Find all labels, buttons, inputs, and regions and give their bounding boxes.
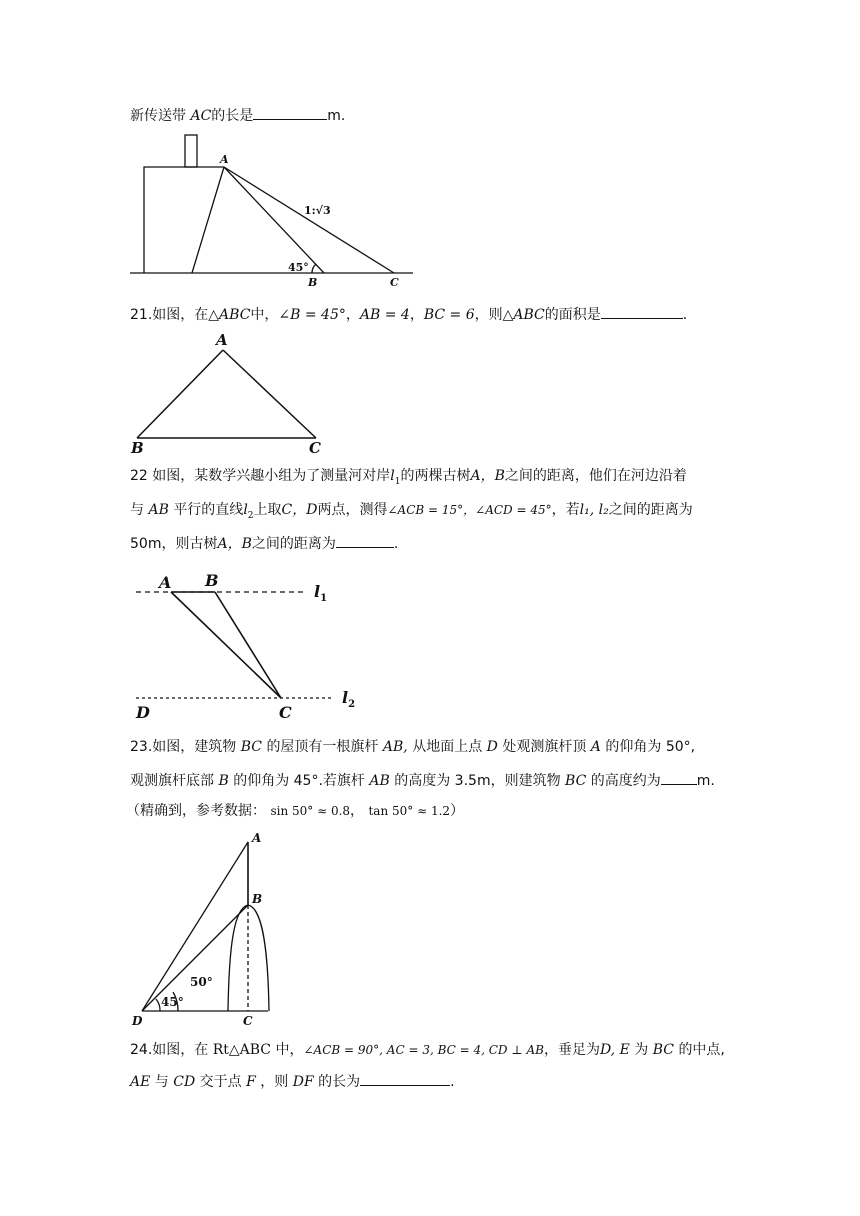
q22-line3 [130,534,398,553]
q23-l2-f: BC [565,773,587,789]
q24-l1-e: ，垂足为 [543,1042,600,1058]
q21-sep2: ， [409,307,424,323]
q22-l1-b: 的两棵古树 [400,468,471,484]
q21-side-ac [223,350,316,438]
q23-l1-b: BC [240,739,262,755]
q23-label-c: C [243,1014,253,1028]
q22-l2-i: l₁, l₂ [579,502,609,518]
q24-l1-i: 的中点, [678,1042,725,1058]
q21-answer-blank[interactable] [601,305,683,319]
q24-l1-a: 24.如图，在 [130,1042,209,1058]
q23-l3-c: ， [350,803,365,819]
q23-l1-a: 23.如图，建筑物 [130,739,237,755]
q22-l1-c: A，B [470,468,505,484]
q23-l1-i: 的仰角为 50°, [605,739,696,755]
q24-line2 [130,1072,455,1091]
q24-l1-h: BC [652,1042,674,1058]
q24-l2-g: DF [292,1074,314,1090]
q21-triangle-2: △ABC [502,307,545,323]
q22-label-b: B [205,571,219,590]
q21-p4: 的面积是 [544,307,601,323]
q23-l1-d: AB, [382,739,408,755]
q23-l2-a: 观测旗杆底部 [130,773,214,789]
q23-l2-c: 的仰角为 45°.若旗杆 [233,773,365,789]
q20-chimney [185,135,197,167]
q23-l3-b: sin 50° ≈ 0.8 [270,804,351,818]
q24-l1-b: Rt△ABC [212,1042,272,1058]
q23-angle-45-label: 45° [161,995,184,1009]
q23-l1-c: 的屋顶有一根旗杆 [266,739,379,755]
q22-l2-e: C，D [281,502,318,518]
q23-l1-e: 从地面上点 [412,739,483,755]
q22-answer-blank[interactable] [336,534,394,548]
q24-l1-f: D, E [599,1042,630,1058]
q21-label-b: B [131,439,144,457]
q24-l2-b: 与 [154,1074,169,1090]
q20-var: AC [190,108,212,124]
q21-p3: ，则 [474,307,503,323]
q23-line2 [130,771,715,790]
q21-text [130,305,687,324]
q23-figure [128,826,288,1032]
q22-label-d: D [136,703,150,722]
q21-sep1: ， [345,307,360,323]
q22-label-l2: $l_2$ [342,688,356,710]
q22-l3-c: 之间的距离为 [251,536,336,552]
q22-l2-d: 上取 [253,502,282,518]
q22-l2-h: ，若 [551,502,580,518]
q23-l3-e: ） [450,803,465,819]
q20-building [144,167,224,273]
q24-l2-h: 的长为 [318,1074,361,1090]
q23-l2-b: B [218,773,229,789]
q23-l2-h: m. [696,773,715,789]
q23-l2-e: 的高度为 3.5m，则建筑物 [394,773,561,789]
q21-figure [128,330,328,458]
q21-bc: BC = 6 [423,307,475,323]
q20-angle-arc [312,264,316,273]
q21-angle-b: ∠B = 45° [278,307,346,323]
q21-ab: AB = 4 [359,307,410,323]
q23-line3 [126,802,464,820]
q22-l3-a: 50m，则古树 [130,536,218,552]
q24-l1-c: 中， [275,1042,304,1058]
q21-label-a: A [216,331,228,349]
q21-label-c: C [309,439,321,457]
q20-prefix: 新传送带 [130,108,186,124]
q23-label-d: D [132,1014,143,1028]
q22-l1-var: l [390,468,395,484]
q22-l2-var: l [243,502,248,518]
q20-old-belt-foot [192,167,224,273]
q23-answer-blank[interactable] [661,771,697,785]
q22-figure [128,565,368,725]
q23-line1 [130,738,695,756]
q23-label-b: B [252,892,263,906]
q21-end: . [682,307,688,323]
q22-l2-c: 平行的直线 [173,502,244,518]
q20-mid: 的长是 [211,108,254,124]
q24-l2-end: . [450,1074,455,1090]
q22-l1-sub: 1 [394,476,401,487]
q22-l2-g: ∠ACB = 15°，∠ACD = 45° [387,503,552,517]
q24-answer-blank[interactable] [360,1072,450,1086]
q22-l2-f: 两点，测得 [317,502,388,518]
q24-l2-a: AE [130,1074,151,1090]
q23-label-a: A [252,831,262,845]
q21-p1: 如图，在 [152,307,209,323]
q22-l2-sub: 2 [247,510,254,521]
q20-label-c: C [390,276,399,289]
q20-label-b: B [308,276,318,289]
q20-answer-blank[interactable] [253,106,327,120]
q24-l2-e: F [246,1074,256,1090]
q22-label-a: A [159,573,172,592]
q22-line1 [130,467,687,491]
q23-l1-f: D [486,739,498,755]
q24-line1 [130,1041,725,1059]
q22-l2-b: AB [148,502,169,518]
q22-l2-a: 与 [130,502,144,518]
q22-label-l1: $l_1$ [314,582,328,604]
q23-l2-g: 的高度约为 [590,773,661,789]
q21-triangle: △ABC [208,307,251,323]
q24-l1-g: 为 [634,1042,649,1058]
q20-text [130,106,345,125]
q23-l1-g: 处观测旗杆顶 [502,739,587,755]
q23-l1-h: A [590,739,601,755]
q23-sightline-db [142,905,248,1011]
q22-l3-end: . [393,536,399,552]
q22-l1-a: 22 如图，某数学兴趣小组为了测量河对岸 [130,468,391,484]
q23-angle-50-label: 50° [190,975,213,989]
q22-l3-b: A，B [217,536,252,552]
q21-p2: 中， [250,307,279,323]
q24-l1-d: ∠ACB = 90°, AC = 3, BC = 4, CD ⊥ AB [303,1043,544,1057]
q22-segment-ac [171,592,281,698]
q24-l2-c: CD [173,1074,196,1090]
q20-suffix: m. [327,108,346,124]
q22-label-c: C [279,703,292,722]
q22-l2-j: 之间的距离为 [608,502,693,518]
q22-line2 [130,501,693,525]
q20-label-a: A [220,153,229,166]
q20-figure [128,130,418,290]
q21-num: 21. [130,307,153,323]
q23-l3-a: （精确到，参考数据： [126,803,266,819]
q24-l2-d: 交于点 [199,1074,242,1090]
q20-slope-label: 1:√3 [304,204,331,217]
q23-angle-arc-45 [156,999,160,1011]
q23-l2-d: AB [369,773,390,789]
q21-side-ab [137,350,223,438]
q24-l2-f: ，则 [260,1074,289,1090]
q22-l1-d: 之间的距离，他们在河边沿着 [504,468,687,484]
q23-l3-d: tan 50° ≈ 1.2 [368,804,451,818]
q20-angle-label: 45° [288,261,309,274]
